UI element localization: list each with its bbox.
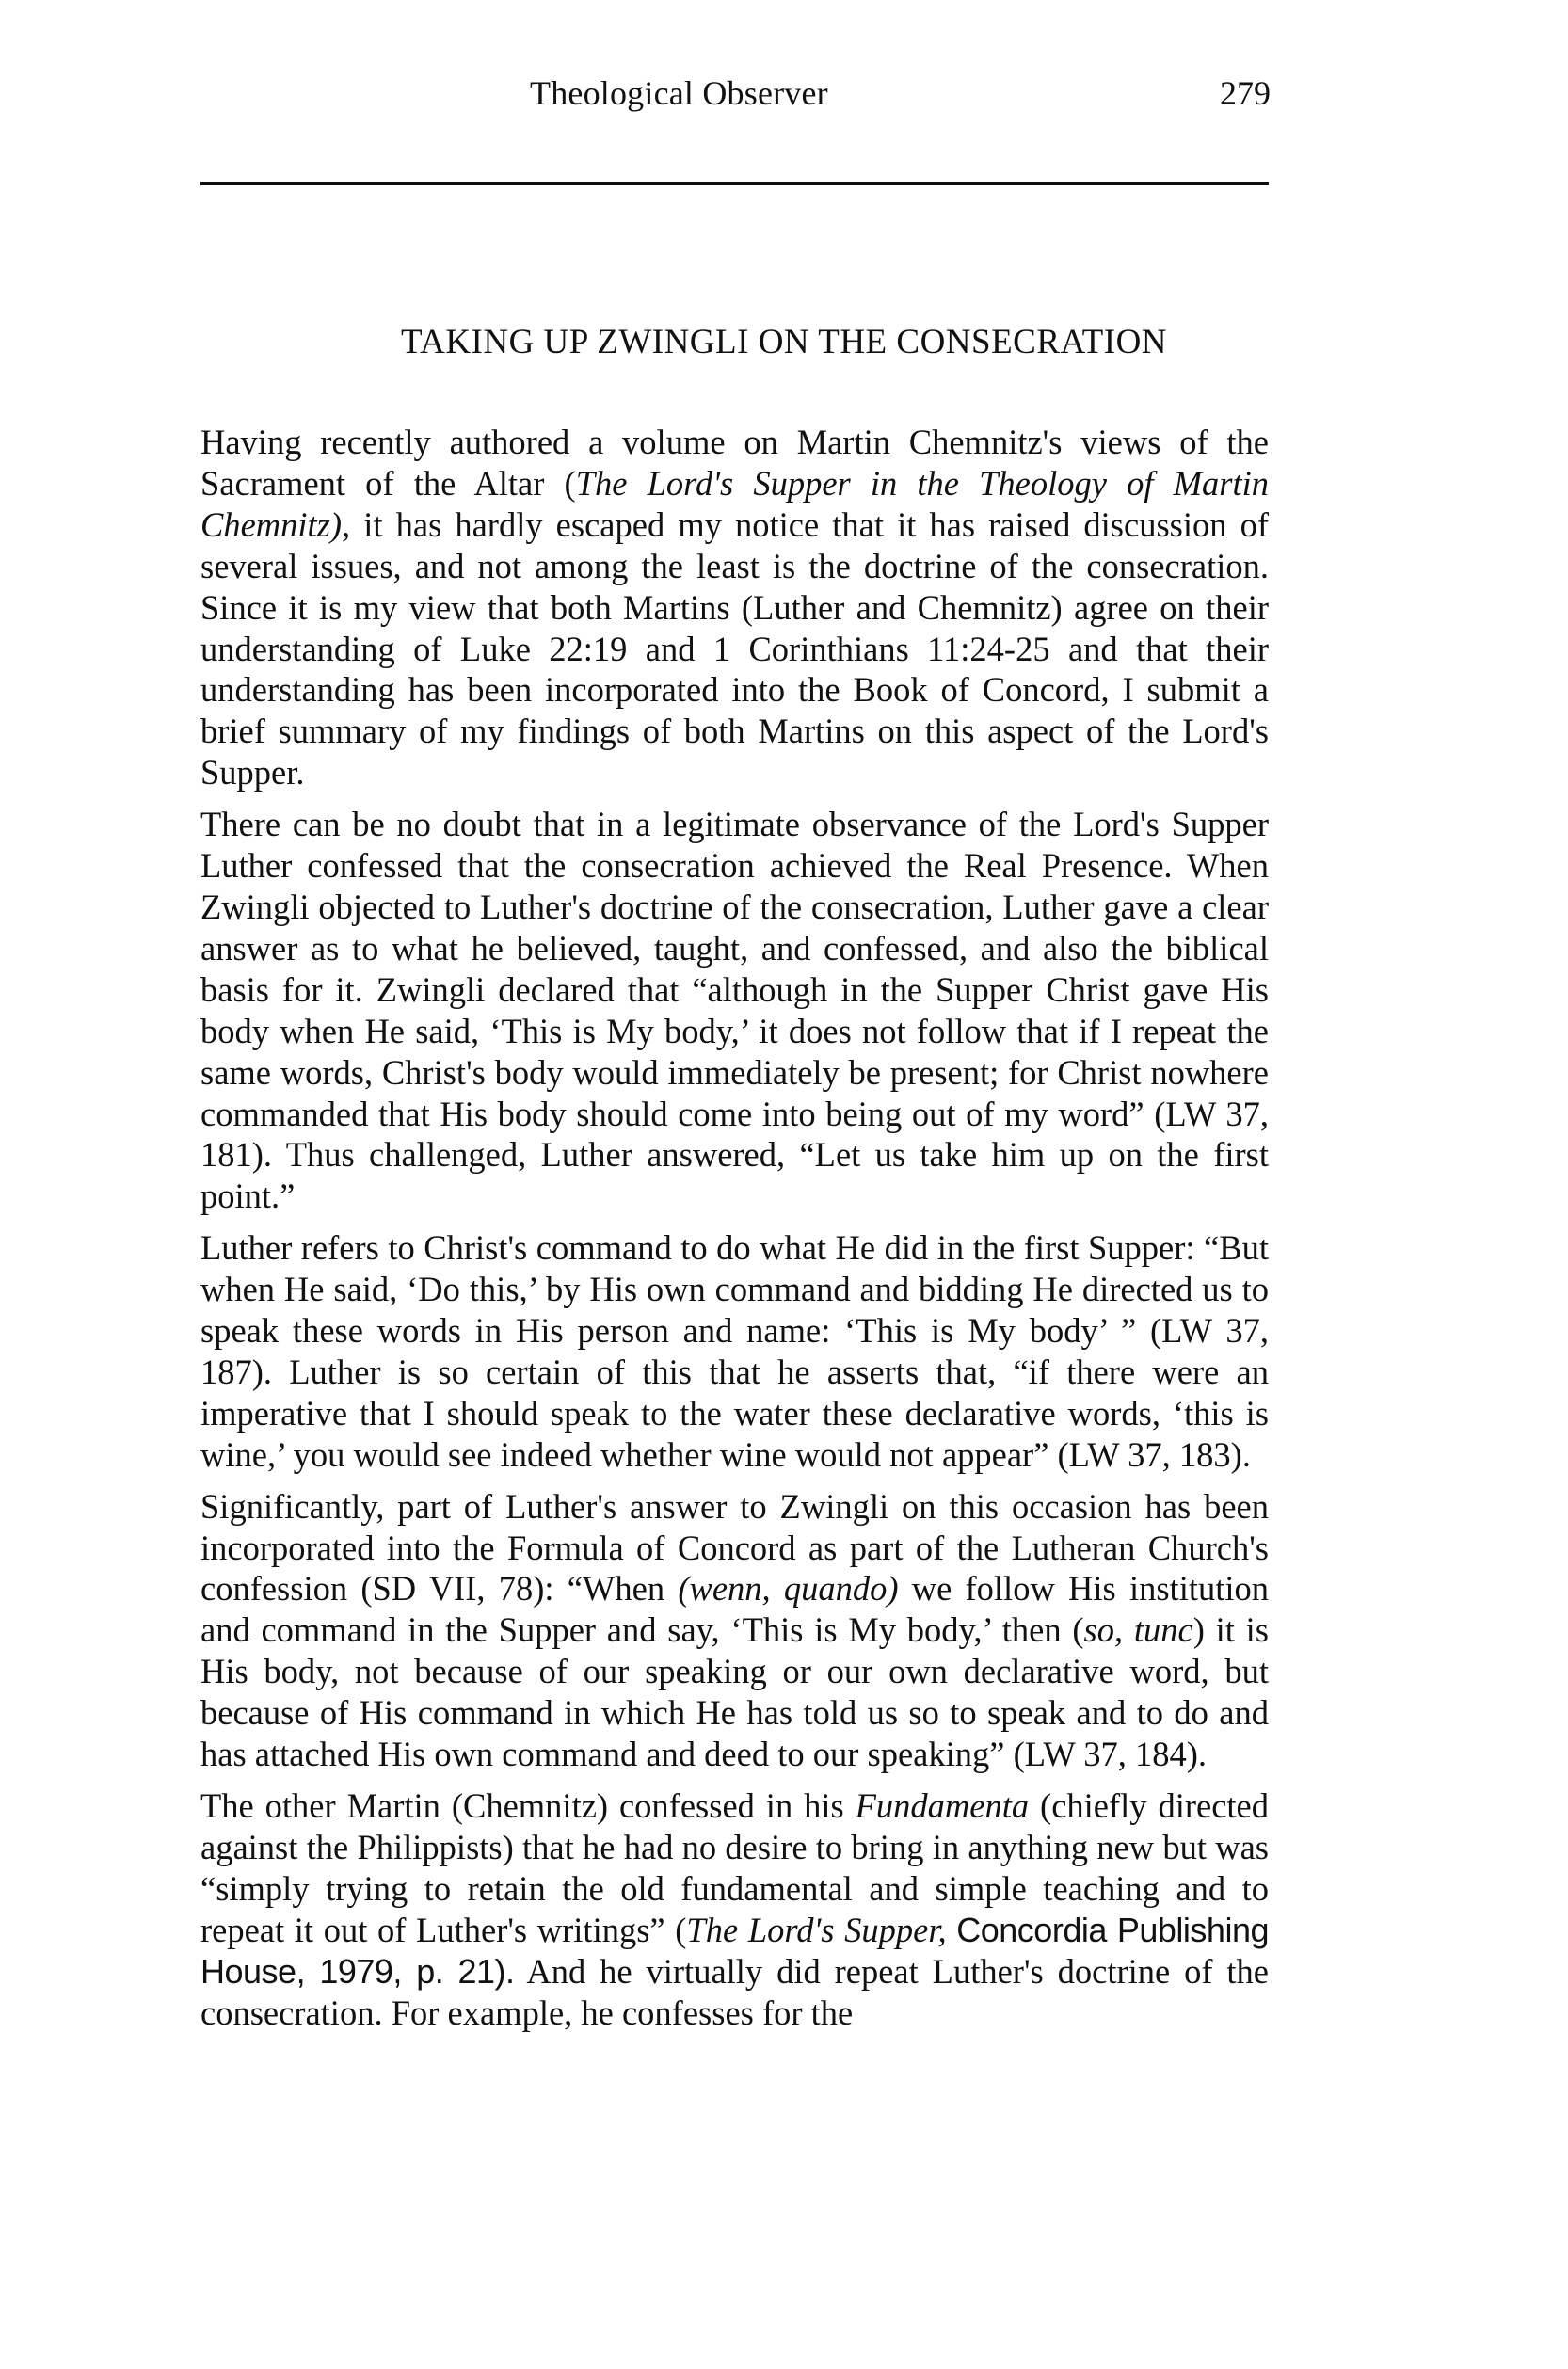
paragraph-5-text-b: (chiefly directed against the Philippists) that he had no desire to bring in anything new but was “simply trying to retain the old fundamental and simple teaching and to repeat it out of Luther's writings” ( [200,1786,1270,1949]
paragraph-4-text-b: we follow His institution and command in the Supper and say, ‘This is My body,’ then ( [200,1569,1270,1650]
paragraph-1-text-a: Having recently authored a volume on Martin Chemnitz's views of the Sacrament of the Altar ( [200,423,1269,503]
latin-gloss-italic-1: (wenn, quando) [678,1569,899,1609]
journal-title: Theological Observer [530,74,828,112]
fundamenta-italic: Fundamenta [855,1786,1030,1825]
paragraph-4-text-a: Significantly, part of Luther's answer to Zwingli on this occasion has been incorporated into the Formula of Concord as part of the Lutheran Church's confession (SD VII, 78): “When [200,1486,1269,1609]
paragraph-5 [200,1785,1269,2033]
paragraph-5-text-a: The other Martin (Chemnitz) confessed in his [200,1786,856,1825]
paragraph-3: Luther refers to Christ's command to do what He did in the first Supper: “But when He said, ‘Do this,’ by His own command and bidding He directed us to speak these words in His person and name: ‘This is My body’ ” (LW 37, 187). Luther is so certain of this that he asserts that, “if there were an imperative that I should speak to the water these declarative words, ‘this is wine,’ you would see indeed whether wine would not appear” (LW 37, 183). [200,1228,1269,1474]
latin-gloss-italic-2: so, tunc [1083,1610,1193,1650]
header-rule [200,182,1269,185]
publisher-citation: Concordia Publishing House, 1979, p. 21). [200,1910,1269,1991]
page-number: 279 [1220,74,1271,112]
paragraph-1-text-b: , it has hardly escaped my notice that it has raised discussion of several issues, and not among the least is the doctrine of the consecration. Since it is my view that both Martins (Luther and Chemnitz) agree on their understanding of Luke 22:19 and 1 Corinthians 11:24-25 and that their understanding has been incorporated into the Book of Concord, I submit a brief summary of my findings of both Martins on this aspect of the Lord's Supper. [200,504,1269,792]
paragraph-4-text-c: ) it is His body, not because of our speaking or our own declarative word, but because of His command in which He has told us so to speak and to do and has attached His own command and deed to our speaking” (LW 37, 184). [200,1610,1269,1774]
cited-book-italic: The Lord's Supper, [686,1910,947,1949]
running-head [0,73,1568,120]
article-title: TAKING UP ZWINGLI ON THE CONSECRATION [400,323,1168,361]
article-body [200,422,1269,2033]
paragraph-4 [200,1486,1269,1775]
paragraph-2: There can be no doubt that in a legitimate observance of the Lord's Supper Luther confessed that the consecration achieved the Real Presence. When Zwingli objected to Luther's doctrine of the consecration, Luther gave a clear answer as to what he believed, taught, and confessed, and also the biblical basis for it. Zwingli declared that “although in the Supper Christ gave His body when He said, ‘This is My body,’ it does not follow that if I repeat the same words, Christ's body would immediately be present; for Christ nowhere commanded that His body should come into being out of my word” (LW 37, 181). Thus challenged, Luther answered, “Let us take him up on the first point.” [200,805,1269,1216]
paragraph-5-space [947,1911,957,1949]
paragraph-5-text-d: And he virtually did repeat Luther's doctrine of the consecration. For example, he confesses for the [200,1951,1269,2032]
paragraph-1 [200,422,1269,793]
book-title-italic: The Lord's Supper in the Theology of Martin Chemnitz) [200,463,1270,544]
